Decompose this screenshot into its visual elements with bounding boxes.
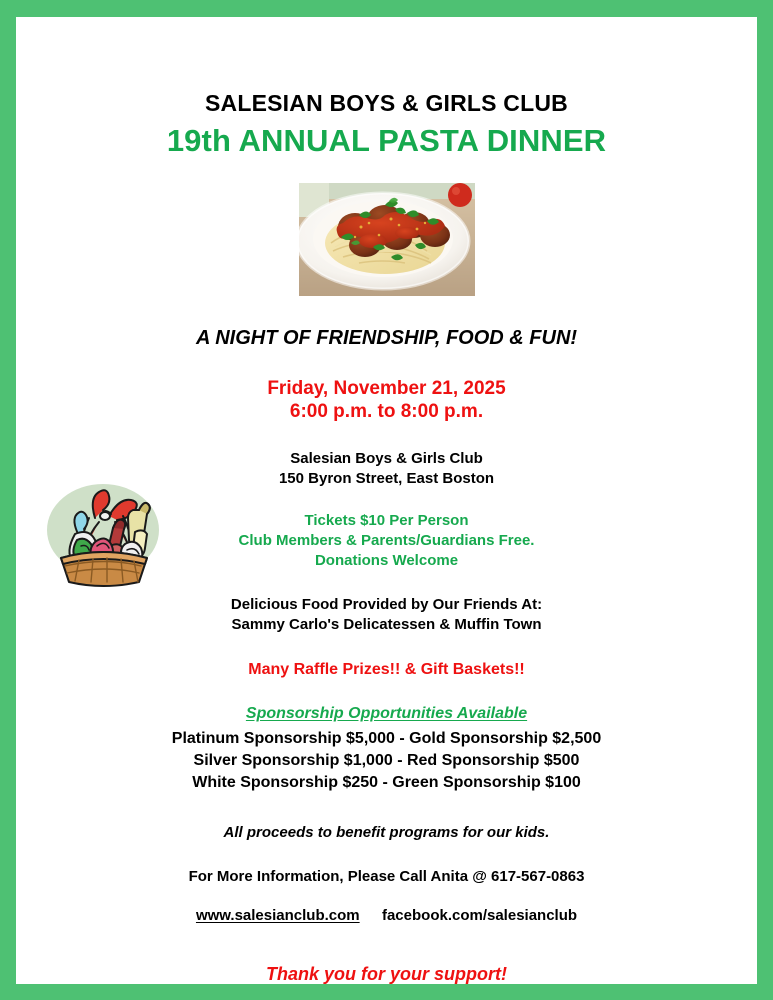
contact-info: For More Information, Please Call Anita @ 617-567-0863 (188, 867, 585, 885)
food-provider-names: Sammy Carlo's Delicatessen & Muffin Town (231, 615, 542, 633)
ticket-free-note: Club Members & Parents/Guardians Free. (238, 532, 535, 550)
organization-name: SALESIAN BOYS & GIRLS CLUB (204, 90, 568, 116)
event-time: 6:00 p.m. to 8:00 p.m. (289, 401, 484, 423)
links-block (16, 885, 757, 924)
flyer-content-area (16, 17, 757, 984)
sponsorship-heading (16, 679, 757, 723)
sponsorship-tier-row: White Sponsorship $250 - Green Sponsorship $100 (192, 773, 581, 791)
food-photo-container (16, 183, 757, 296)
donations-note: Donations Welcome (314, 552, 459, 570)
venue-name: Salesian Boys & Girls Club (290, 450, 483, 468)
event-title: 19th ANNUAL PASTA DINNER (166, 123, 607, 158)
gift-basket-clipart (39, 472, 167, 590)
proceeds-statement: All proceeds to benefit programs for our kids. (223, 823, 550, 841)
event-date: Friday, November 21, 2025 (267, 378, 506, 399)
sponsorship-tier-row: Platinum Sponsorship $5,000 - Gold Sponsorship $2,500 (171, 729, 602, 747)
raffle-prizes-text: Many Raffle Prizes!! & Gift Baskets!! (248, 660, 525, 678)
sponsorship-tiers (16, 723, 757, 794)
thank-you-message: Thank you for your support! (266, 963, 507, 984)
sponsorship-heading-text: Sponsorship Opportunities Available (245, 704, 528, 722)
website-link[interactable]: www.salesianclub.com (195, 906, 360, 924)
date-time-block (16, 350, 757, 423)
spaghetti-and-meatballs-photo (299, 183, 475, 296)
facebook-link[interactable]: facebook.com/salesianclub (381, 906, 578, 924)
food-provider-intro: Delicious Food Provided by Our Friends At: (230, 596, 543, 614)
sponsorship-tier-row: Silver Sponsorship $1,000 - Red Sponsorship $500 (193, 751, 580, 769)
ticket-price: Tickets $10 Per Person (304, 512, 469, 530)
venue-address: 150 Byron Street, East Boston (278, 470, 495, 488)
tagline: A NIGHT OF FRIENDSHIP, FOOD & FUN! (195, 327, 578, 349)
